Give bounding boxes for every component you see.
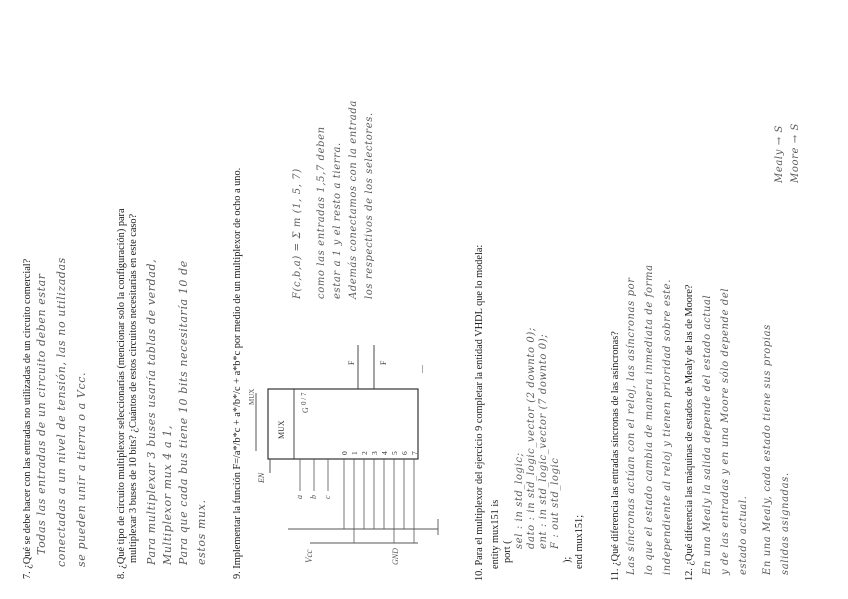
- data-input-4: 4: [380, 451, 389, 455]
- gnd-label: GND: [391, 548, 400, 565]
- answer-12-line-3: estado actual.: [738, 495, 749, 575]
- question-8-line-1: 8. ¿Qué tipo de circuito multiplexor seleccionarías (mencionar solo la configuración) para: [116, 208, 127, 579]
- mux-chip-label: MUX: [277, 420, 286, 439]
- answer-11-line-2: lo que el estado cambia de manera inmediata de forma: [644, 264, 655, 575]
- mux-header-label: MUX: [248, 388, 256, 405]
- answer-8-line-2: Multiplexor mux 4 a 1,: [161, 425, 174, 565]
- vhdl-fill-1: sel : in std_logic;: [514, 452, 525, 549]
- vhdl-line-1: entity mux151 is: [490, 499, 501, 569]
- data-input-2: 2: [360, 451, 369, 455]
- answer-7-line-1: Todas las entradas de un circuito deben estar: [35, 273, 48, 555]
- data-input-6: 6: [400, 451, 409, 455]
- question-9: 9. Implementar la función F=/a*/b*c + a*/b*/c + a*b*c por medio de un multiplexor de ocho a uno.: [232, 167, 243, 579]
- answer-12-line-4: En una Mealy, cada estado tiene sus propias: [762, 324, 773, 575]
- question-8-line-2: multiplexar 3 buses de 10 bits? ¿Cuántos de estos circuitos necesitarías en este caso?: [128, 213, 139, 563]
- answer-12-line-1: En una Mealy la salida depende del estado actual: [702, 294, 713, 575]
- formula-line-5: los respectivos de los selectores.: [364, 112, 375, 299]
- data-input-1: 1: [350, 451, 359, 455]
- data-input-7: 7: [410, 451, 419, 455]
- answer-8-line-1: Para multiplexar 3 buses usaría tablas de verdad,: [145, 258, 158, 565]
- answer-11-line-3: independiente al reloj y tienen prioridad sobre este.: [662, 279, 673, 575]
- select-input-c: c: [323, 495, 332, 499]
- answer-7-line-2: conectadas a un nivel de tensión, las no utilizadas: [55, 257, 68, 567]
- mealy-moore-sketch-line-2: Moore → S: [790, 123, 801, 183]
- select-input-b: b: [309, 495, 318, 499]
- select-inputs: [295, 459, 332, 499]
- formula-line-3: estar a 1 y el resto a tierra.: [332, 142, 343, 299]
- data-input-5: 5: [390, 451, 399, 455]
- formula-line-4: Además conectamos con la entrada: [348, 100, 359, 299]
- select-input-a: a: [295, 495, 304, 499]
- enable-label: EN: [257, 472, 266, 483]
- question-12: 12. ¿Qué diferencia las máquinas de estados de Mealy de las de Moore?: [684, 284, 695, 581]
- mealy-moore-sketch-line-1: Mealy → S: [774, 125, 785, 183]
- question-7: 7. ¿Qué se debe hacer con las entradas no utilizadas de un circuito comercial?: [22, 258, 33, 579]
- answer-8-line-4: estos mux.: [195, 499, 208, 565]
- formula-line-1: F(c,b,a) = Σ m (1, 5, 7): [292, 168, 303, 299]
- select-g-label: G: [301, 407, 310, 413]
- answer-7-line-3: se pueden unir a tierra o a Vcc.: [75, 371, 88, 567]
- output-label-top: F: [347, 360, 356, 365]
- vhdl-fill-4: F : out std_logic: [550, 457, 561, 549]
- vhdl-line-6: );: [562, 556, 573, 563]
- vcc-label: Vcc: [304, 549, 314, 563]
- vhdl-line-7: end mux151;: [574, 514, 585, 569]
- output-dash: —: [417, 365, 426, 373]
- answer-8-line-3: Para que cada bus tiene 10 bits necesitaría 10 de: [177, 260, 190, 565]
- formula-line-2: como las entradas 1,5,7 deben: [316, 126, 327, 299]
- mux-chip: [268, 389, 418, 459]
- answer-11-line-1: Las síncronas actúan con el reloj, las asíncronas por: [626, 277, 637, 575]
- question-10: 10. Para el multiplexor del ejercicio 9 completar la entidad VHDL que lo modela:: [474, 244, 485, 581]
- data-input-3: 3: [370, 451, 379, 455]
- mux-diagram: [248, 339, 458, 569]
- vhdl-fill-2: dato : in std_logic_vector (2 downto 0);: [526, 327, 537, 549]
- select-range-label: 0 / 7: [300, 392, 308, 405]
- vhdl-fill-3: ent : in std_logic_vector (7 downto 0);: [538, 333, 549, 549]
- answer-12-line-5: salidas asignadas.: [780, 472, 791, 575]
- vhdl-line-2: port (: [502, 540, 513, 563]
- answer-12-line-2: y de las entradas y en una Moore sólo depende del: [720, 287, 731, 575]
- data-input-0: 0: [340, 451, 349, 455]
- question-11: 11. ¿Qué diferencia las entradas síncronas de las asíncronas?: [610, 331, 621, 581]
- output-label-bottom: F: [379, 360, 388, 365]
